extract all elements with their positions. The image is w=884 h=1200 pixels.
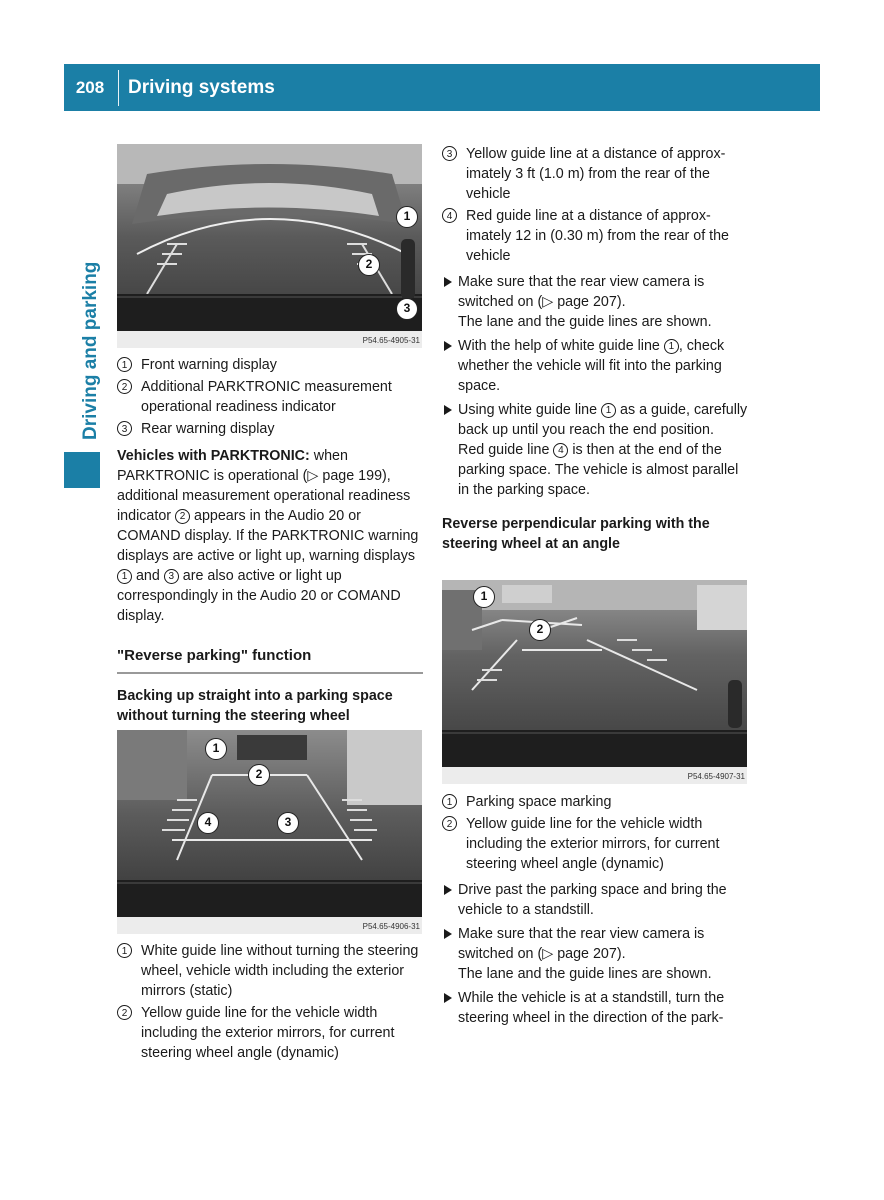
instruction-step xyxy=(442,880,748,920)
figure-marker-3: 3 xyxy=(277,812,299,834)
figure-marker-1: 1 xyxy=(396,206,418,228)
figure-code: P54.65-4906-31 xyxy=(362,922,420,931)
instruction-step xyxy=(442,336,748,396)
section-title: "Reverse parking" function xyxy=(117,646,423,674)
legend-number: 3 xyxy=(442,146,457,161)
header-divider xyxy=(118,70,119,106)
legend-text: Red guide line at a distance of approximately 12 in (0.30 m) from the rear of the vehicle xyxy=(466,208,730,264)
legend-number: 1 xyxy=(117,943,132,958)
figure-code: P54.65-4905-31 xyxy=(362,336,420,345)
figure-parktronic-display xyxy=(117,144,422,348)
legend-item xyxy=(117,419,423,439)
inline-number: 4 xyxy=(553,443,568,458)
instruction-step xyxy=(442,924,748,984)
figure-marker-2: 2 xyxy=(248,764,270,786)
legend-number: 1 xyxy=(117,357,132,372)
step-text: While the vehicle is at a standstill, turn the steering wheel in the direction of the park- xyxy=(458,990,725,1026)
camera-image-1 xyxy=(117,144,422,348)
legend-text: White guide line without turning the steering wheel, vehicle width including the exterior mirrors (static) xyxy=(141,943,419,999)
legend-item xyxy=(117,941,423,1001)
legend-number: 2 xyxy=(442,816,457,831)
legend-item xyxy=(442,814,748,874)
figure-marker-2: 2 xyxy=(358,254,380,276)
step-text: as a guide, carefully back up until you reach the end position. xyxy=(458,402,748,438)
side-tab-marker xyxy=(64,452,100,488)
legend-number: 2 xyxy=(117,1005,132,1020)
camera-image-3 xyxy=(442,580,747,784)
legend-number: 2 xyxy=(117,379,132,394)
left-column xyxy=(117,355,423,726)
step-text: ). xyxy=(616,294,626,310)
legend-text: Yellow guide line at a distance of approximately 3 ft (1.0 m) from the rear of the vehicle xyxy=(466,146,726,202)
inline-number: 2 xyxy=(175,509,190,524)
instruction-step xyxy=(442,988,748,1028)
step-result: Red guide line xyxy=(458,442,554,458)
figure-backing-straight xyxy=(117,730,422,934)
legend-item xyxy=(442,792,748,812)
legend-item xyxy=(117,1003,423,1063)
step-text: Make sure that the rear view camera is switched on ( xyxy=(458,926,705,962)
legend-text: Parking space marking xyxy=(466,794,612,810)
page-title: Driving systems xyxy=(128,77,275,98)
step-text: Drive past the parking space and bring the vehicle to a standstill. xyxy=(458,882,727,918)
subsection-title: Reverse perpendicular parking with the steering wheel at an angle xyxy=(442,516,710,552)
legend-number: 4 xyxy=(442,208,457,223)
page-reference: ▷ page 207 xyxy=(542,946,617,962)
legend-text: Yellow guide line for the vehicle width including the exterior mirrors, for current steering wheel angle (dynamic) xyxy=(466,816,720,872)
step-text: With the help of white guide line xyxy=(458,338,664,354)
vehicles-heading: Vehicles with PARKTRONIC: xyxy=(117,448,310,464)
legend-item xyxy=(442,144,748,204)
step-text: ). xyxy=(616,946,626,962)
paragraph-text: when PARKTRONIC is operational ( xyxy=(117,448,348,484)
paragraph-text: appears in the Audio 20 or COMAND display. If the PARKTRONIC warning displays are active or light up, warning displays xyxy=(117,508,419,564)
page-reference: ▷ page 199 xyxy=(307,468,383,484)
paragraph-text: are also active or light up correspondingly in the Audio 20 or COMAND display. xyxy=(117,568,401,624)
legend-item xyxy=(117,377,423,417)
legend-item xyxy=(442,206,748,266)
step-text: , check whether the vehicle will fit into the parking space. xyxy=(458,338,725,394)
inline-number: 1 xyxy=(664,339,679,354)
page-header xyxy=(64,64,820,111)
vehicles-paragraph xyxy=(117,446,423,626)
figure-code: P54.65-4907-31 xyxy=(687,772,745,781)
step-result: is then at the end of the parking space. The vehicle is almost parallel in the parking space. xyxy=(458,442,739,498)
paragraph-text: and xyxy=(132,568,164,584)
figure-perpendicular-parking xyxy=(442,580,747,784)
legend-text: Yellow guide line for the vehicle width including the exterior mirrors, for current steering wheel angle (dynamic) xyxy=(141,1005,395,1061)
instruction-step xyxy=(442,272,748,332)
figure-marker-4: 4 xyxy=(197,812,219,834)
left-column-lower xyxy=(117,941,423,1063)
inline-number: 1 xyxy=(601,403,616,418)
legend-number: 3 xyxy=(117,421,132,436)
figure-marker-2: 2 xyxy=(529,619,551,641)
legend-text: Additional PARKTRONIC measurement operational readiness indicator xyxy=(141,379,392,415)
legend-number: 1 xyxy=(442,794,457,809)
side-tab-label: Driving and parking xyxy=(80,261,101,440)
inline-number: 3 xyxy=(164,569,179,584)
page-number: 208 xyxy=(75,77,105,97)
paragraph-text: ), additional measurement operational readiness indicator xyxy=(117,468,411,524)
legend-text: Front warning display xyxy=(141,357,277,373)
right-column xyxy=(442,144,748,554)
right-column-lower xyxy=(442,792,748,1028)
instruction-step xyxy=(442,400,748,500)
step-text: Make sure that the rear view camera is switched on ( xyxy=(458,274,705,310)
figure-marker-1: 1 xyxy=(205,738,227,760)
step-result: The lane and the guide lines are shown. xyxy=(458,966,712,982)
step-result: The lane and the guide lines are shown. xyxy=(458,314,712,330)
step-text: Using white guide line xyxy=(458,402,602,418)
page-reference: ▷ page 207 xyxy=(542,294,617,310)
inline-number: 1 xyxy=(117,569,132,584)
subsection-title: Backing up straight into a parking space without turning the steering wheel xyxy=(117,688,393,724)
figure-marker-1: 1 xyxy=(473,586,495,608)
figure-marker-3: 3 xyxy=(396,298,418,320)
legend-item xyxy=(117,355,423,375)
legend-text: Rear warning display xyxy=(141,421,275,437)
camera-image-2 xyxy=(117,730,422,934)
